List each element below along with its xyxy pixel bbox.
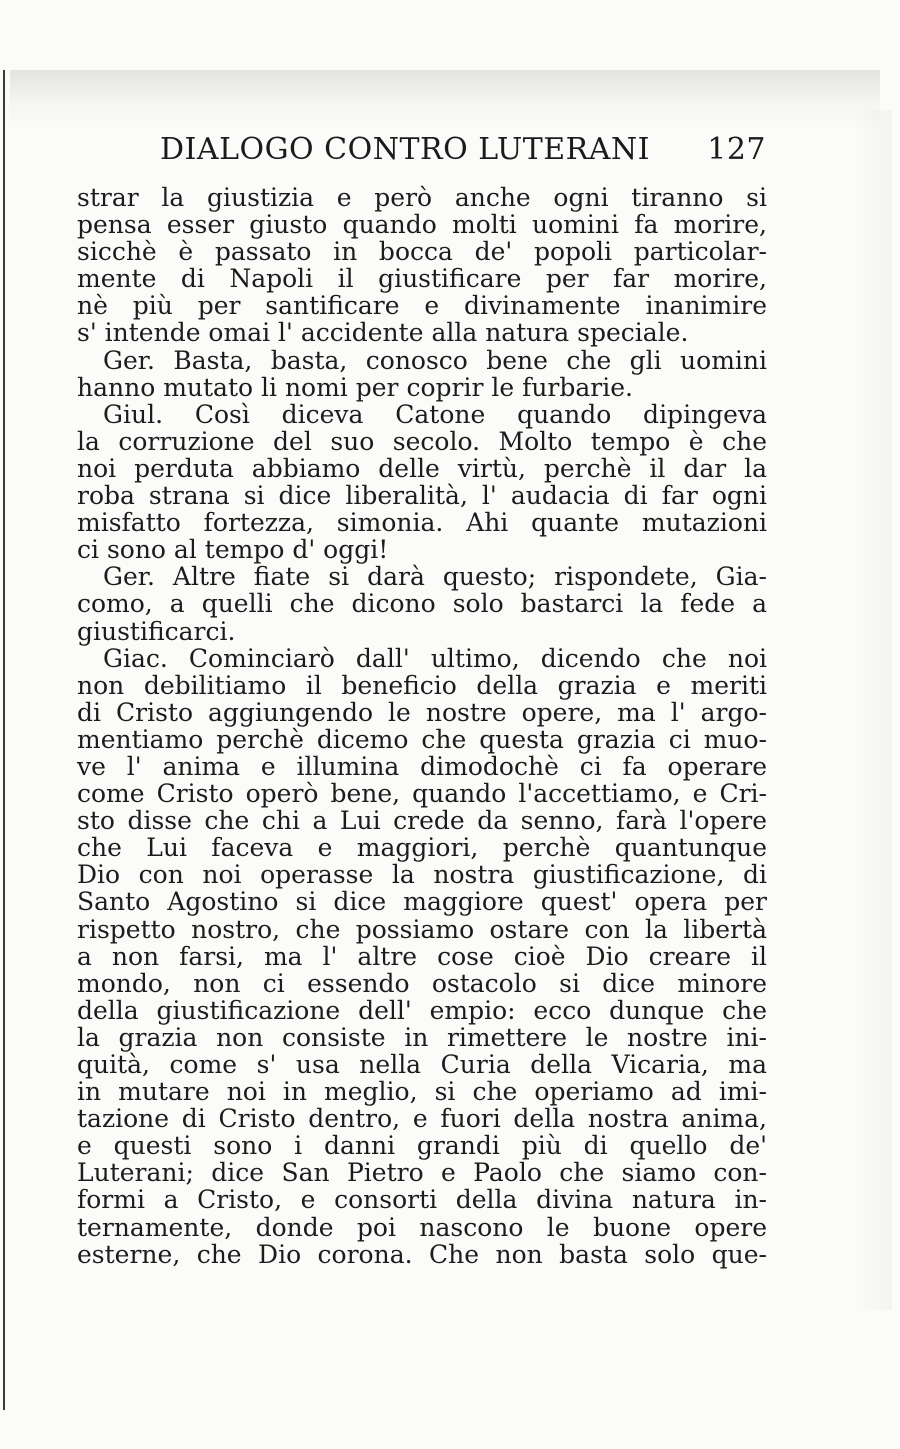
text-line: mentiamo perchè dicemo che questa grazia ci muo- (77, 724, 767, 754)
text-line: giustificarci. (77, 616, 236, 646)
running-title: DIALOGO CONTRO LUTERANI (160, 132, 651, 167)
running-header (160, 128, 766, 172)
text-line: formi a Cristo, e consorti della divina natura in- (77, 1185, 767, 1215)
text-line: sto disse che chi a Lui crede da senno, farà l'opere (77, 806, 767, 836)
text-line: Giul. Così diceva Catone quando dipingeva (103, 399, 767, 429)
text-line: noi perduta abbiamo delle virtù, perchè il dar la (77, 453, 767, 483)
text-line: a non farsi, ma l' altre cose cioè Dio creare il (77, 941, 767, 971)
body-text (77, 184, 767, 1268)
text-line: como, a quelli che dicono solo bastarci la fede a (77, 589, 767, 619)
text-line: pensa esser giusto quando molti uomini fa morire, (77, 210, 767, 240)
text-line: Giac. Cominciarò dall' ultimo, dicendo che noi (103, 643, 767, 673)
text-line: la corruzione del suo secolo. Molto tempo è che (77, 426, 767, 456)
text-line: come Cristo operò bene, quando l'accettiamo, e Cri- (77, 779, 767, 809)
text-line: ve l' anima e illumina dimodochè ci fa operare (77, 751, 767, 781)
text-line: della giustificazione dell' empio: ecco dunque che (77, 995, 767, 1025)
text-line: la grazia non consiste in rimettere le nostre ini- (77, 1022, 767, 1052)
text-line: esterne, che Dio corona. Che non basta solo que- (77, 1239, 767, 1269)
text-line: Ger. Basta, basta, conosco bene che gli uomini (103, 345, 767, 375)
text-line: ci sono al tempo d' oggi! (77, 535, 389, 565)
text-line: Dio con noi operasse la nostra giustificazione, di (77, 860, 767, 890)
text-line: nè più per santificare e divinamente inanimire (77, 291, 767, 321)
text-line: hanno mutato li nomi per coprir le furbarie. (77, 372, 633, 402)
text-line: e questi sono i danni grandi più di quello de' (77, 1131, 767, 1161)
page-edge-line (3, 70, 5, 1410)
text-line: in mutare noi in meglio, si che operiamo ad imi- (77, 1077, 767, 1107)
text-line: che Lui faceva e maggiori, perchè quantunque (77, 833, 767, 863)
text-line: s' intende omai l' accidente alla natura speciale. (77, 318, 689, 348)
text-line: quità, come s' usa nella Curia della Vicaria, ma (77, 1050, 767, 1079)
text-line: tazione di Cristo dentro, e fuori della nostra anima, (77, 1104, 767, 1134)
text-line: mente di Napoli il giustificare per far morire, (77, 264, 767, 294)
page-number: 127 (707, 132, 766, 167)
text-line: roba strana si dice liberalità, l' audacia di far ogni (77, 481, 767, 511)
text-line: ternamente, donde poi nascono le buone opere (77, 1212, 767, 1242)
text-line: misfatto fortezza, simonia. Ahi quante mutazioni (77, 508, 767, 538)
text-line: Ger. Altre fiate si darà questo; rispondete, Gia- (103, 562, 767, 592)
scan-shadow-top (10, 70, 880, 130)
text-line: non debilitiamo il beneficio della grazia e meriti (77, 670, 767, 700)
text-line: di Cristo aggiungendo le nostre opere, ma l' argo- (77, 697, 767, 727)
text-line: Luterani; dice San Pietro e Paolo che siamo con- (77, 1158, 767, 1188)
text-line: mondo, non ci essendo ostacolo si dice minore (77, 968, 767, 998)
scan-shadow-right (852, 110, 892, 1310)
text-line: rispetto nostro, che possiamo ostare con la libertà (77, 914, 767, 944)
text-line: strar la giustizia e però anche ogni tiranno si (77, 183, 767, 212)
text-line: sicchè è passato in bocca de' popoli particolar- (77, 237, 767, 267)
text-line: Santo Agostino si dice maggiore quest' opera per (77, 887, 767, 917)
